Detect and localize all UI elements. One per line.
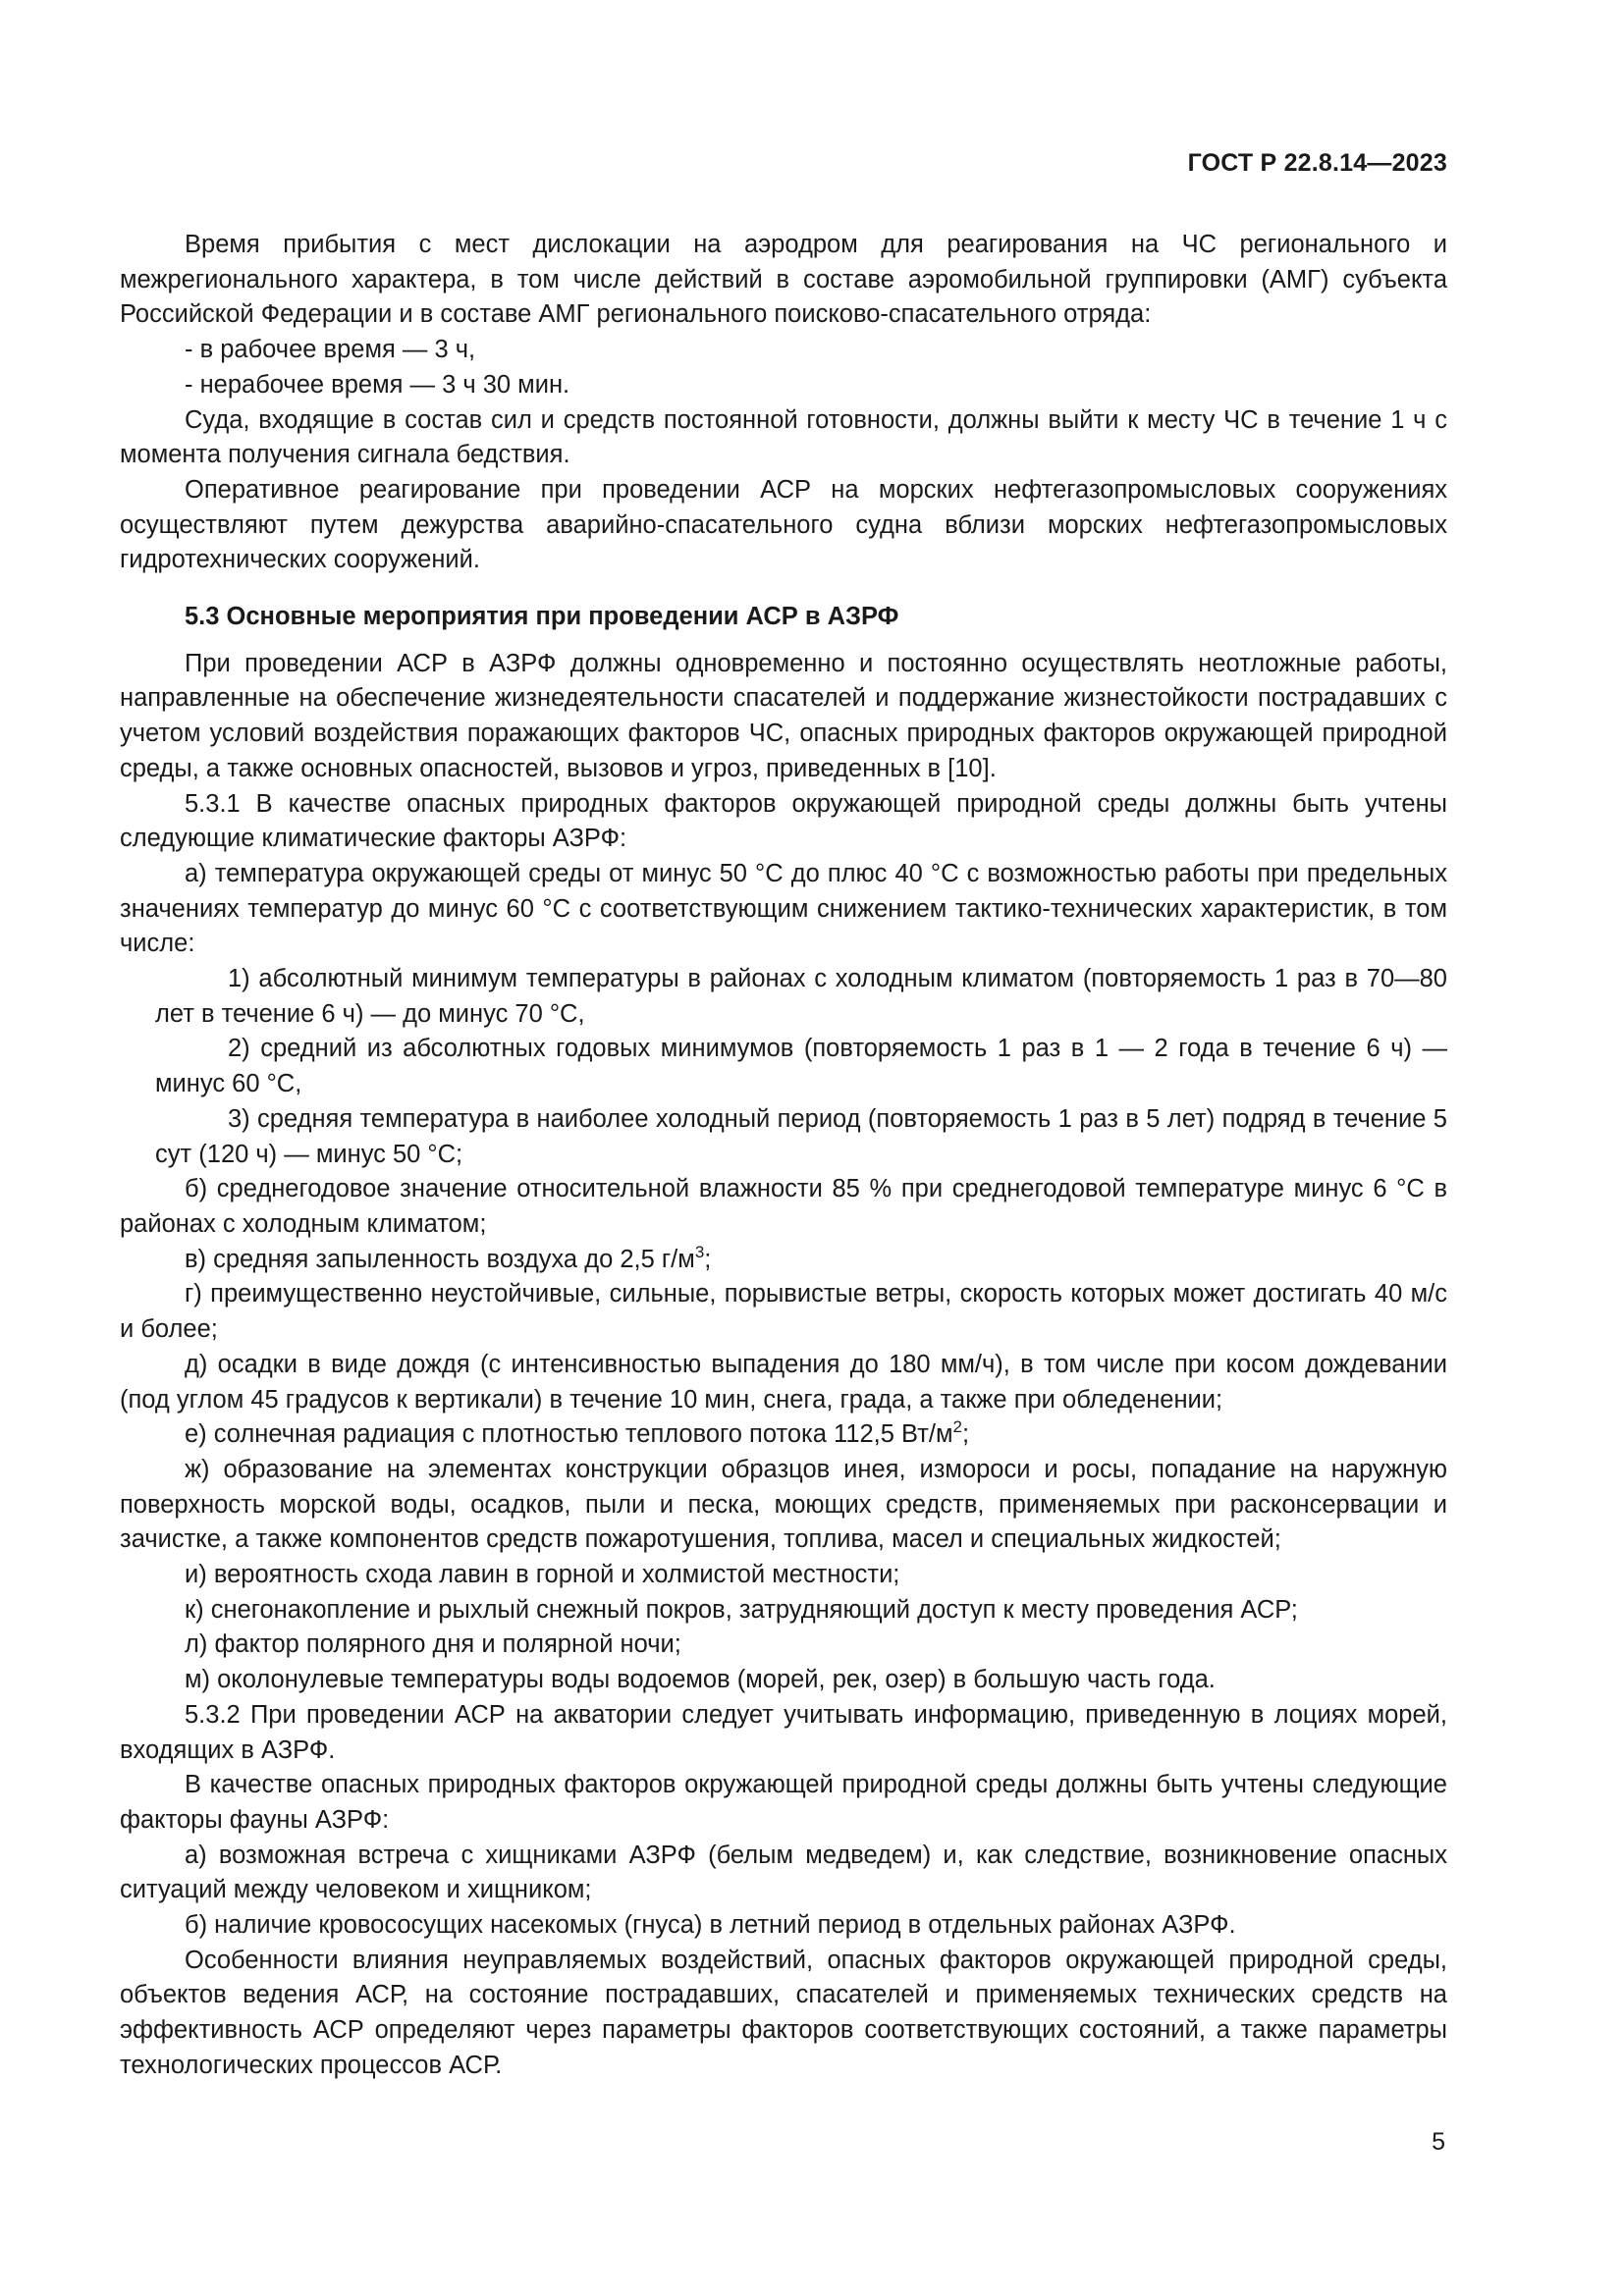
item-e-superscript: 2 <box>952 1417 962 1437</box>
list-item-g-winds: г) преимущественно неустойчивые, сильные, порывистые ветры, скорость которых может достигать 40 м/с и более; <box>120 1280 1447 1344</box>
list-item-fauna-b: б) наличие кровососущих насекомых (гнуса) в летний период в отдельных районах АЗРФ. <box>185 1911 1236 1940</box>
paragraph-fauna-intro: В качестве опасных природных факторов окружающей природной среды должны быть учтены следующие факторы фауны АЗРФ: <box>120 1771 1447 1834</box>
sub-item-3: 3) средняя температура в наиболее холодный период (повторяемость 1 раз в 5 лет) подряд в течение 5 сут (120 ч) — минус 50 °С; <box>155 1104 1447 1168</box>
paragraph-operational-response: Оперативное реагирование при проведении АСР на морских нефтегазопромысловых сооружениях осуществляют путем дежурства аварийно-спасательного судна вблизи морских нефтегазопромысловых гидротехнических сооружений. <box>120 475 1447 574</box>
list-item-e-radiation <box>120 1417 1447 1453</box>
list-item-b-humidity: б) среднегодовое значение относительной влажности 85 % при среднегодовой температуре минус 6 °С в районах с холодным климатом; <box>120 1175 1447 1238</box>
item-v-end: ; <box>704 1245 712 1273</box>
list-item-non-working-time: - нерабочее время — 3 ч 30 мин. <box>185 370 570 399</box>
list-item-working-time: - в рабочее время — 3 ч, <box>185 336 476 364</box>
item-v-text: в) средняя запыленность воздуха до 2,5 г/м <box>185 1245 695 1273</box>
item-v-superscript: 3 <box>694 1242 705 1261</box>
sub-item-2: 2) средний из абсолютных годовых минимумов (повторяемость 1 раз в 1 — 2 года в течение 6 ч) — минус 60 °С, <box>155 1035 1447 1098</box>
list-item-d-precipitation: д) осадки в виде дождя (с интенсивностью выпадения до 180 мм/ч), в том числе при косом дождевании (под углом 45 градусов к вертикали) в течение 10 мин, снега, града, а также при обледенении; <box>120 1350 1447 1414</box>
paragraph-asr-azrf: При проведении АСР в АЗРФ должны одновременно и постоянно осуществлять неотложные работы, направленные на обеспечение жизнедеятельности спасателей и поддержание жизнестойкости пострадавших с учетом условий воздействия поражающих факторов ЧС, опасных природных факторов окружающей природной среды, а также основных опасностей, вызовов и угроз, приведенных в [10]. <box>120 649 1447 782</box>
document-body <box>120 228 1447 2084</box>
paragraph-ships: Суда, входящие в состав сил и средств постоянной готовности, должны выйти к месту ЧС в течение 1 ч с момента получения сигнала бедствия. <box>120 405 1447 469</box>
sub-item-1: 1) абсолютный минимум температуры в районах с холодным климатом (повторяемость 1 раз в 70—80 лет в течение 6 ч) — до минус 70 °С, <box>155 965 1447 1028</box>
document-header-id: ГОСТ Р 22.8.14—2023 <box>1187 149 1447 177</box>
paragraph-influence: Особенности влияния неуправляемых воздействий, опасных факторов окружающей природной среды, объектов ведения АСР, на состояние пострадавших, спасателей и применяемых технических средств на эффективность АСР определяют через параметры факторов соответствующих состояний, а также параметры технологических процессов АСР. <box>120 1946 1447 2079</box>
item-e-text: е) солнечная радиация с плотностью теплового потока 112,5 Вт/м <box>185 1420 953 1449</box>
list-item-i-avalanches: и) вероятность схода лавин в горной и холмистой местности; <box>185 1561 900 1589</box>
list-item-k-snow: к) снегонакопление и рыхлый снежный покров, затрудняющий доступ к месту проведения АСР; <box>185 1595 1298 1624</box>
item-e-end: ; <box>961 1420 970 1449</box>
list-item-a-temperature: а) температура окружающей среды от минус 50 °С до плюс 40 °С с возможностью работы при предельных значениях температур до минус 60 °С с соответствующим снижением тактико-технических характеристик, в том числе: <box>120 859 1447 958</box>
list-item-zh-frost: ж) образование на элементах конструкции образцов инея, измороси и росы, попадание на наружную поверхность морской воды, осадков, пыли и песка, моющих средств, применяемых при расконсервации и зачистке, а также компонентов средств пожаротушения, топлива, масел и специальных жидкостей; <box>120 1455 1447 1554</box>
paragraph-5-3-2: 5.3.2 При проведении АСР на акватории следует учитывать информацию, приведенную в лоциях морей, входящих в АЗРФ. <box>120 1700 1447 1764</box>
list-item-l-polar: л) фактор полярного дня и полярной ночи; <box>185 1630 681 1659</box>
list-item-fauna-a: а) возможная встреча с хищниками АЗРФ (белым медведем) и, как следствие, возникновение опасных ситуаций между человеком и хищником; <box>120 1841 1447 1904</box>
list-item-m-water: м) околонулевые температуры воды водоемов (морей, рек, озер) в большую часть года. <box>185 1666 1216 1694</box>
section-heading-5-3: 5.3 Основные мероприятия при проведении АСР в АЗРФ <box>185 603 899 631</box>
list-item-v-dust <box>120 1243 1447 1278</box>
paragraph-5-3-1: 5.3.1 В качестве опасных природных факторов окружающей природной среды должны быть учтены следующие климатические факторы АЗРФ: <box>120 789 1447 853</box>
paragraph-arrival-time: Время прибытия с мест дислокации на аэродром для реагирования на ЧС регионального и межрегионального характера, в том числе действий в составе аэромобильной группировки (АМГ) субъекта Российской Федерации и в составе АМГ регионального поисково-спасательного отряда: <box>120 231 1447 329</box>
page-number: 5 <box>1432 2128 1445 2156</box>
